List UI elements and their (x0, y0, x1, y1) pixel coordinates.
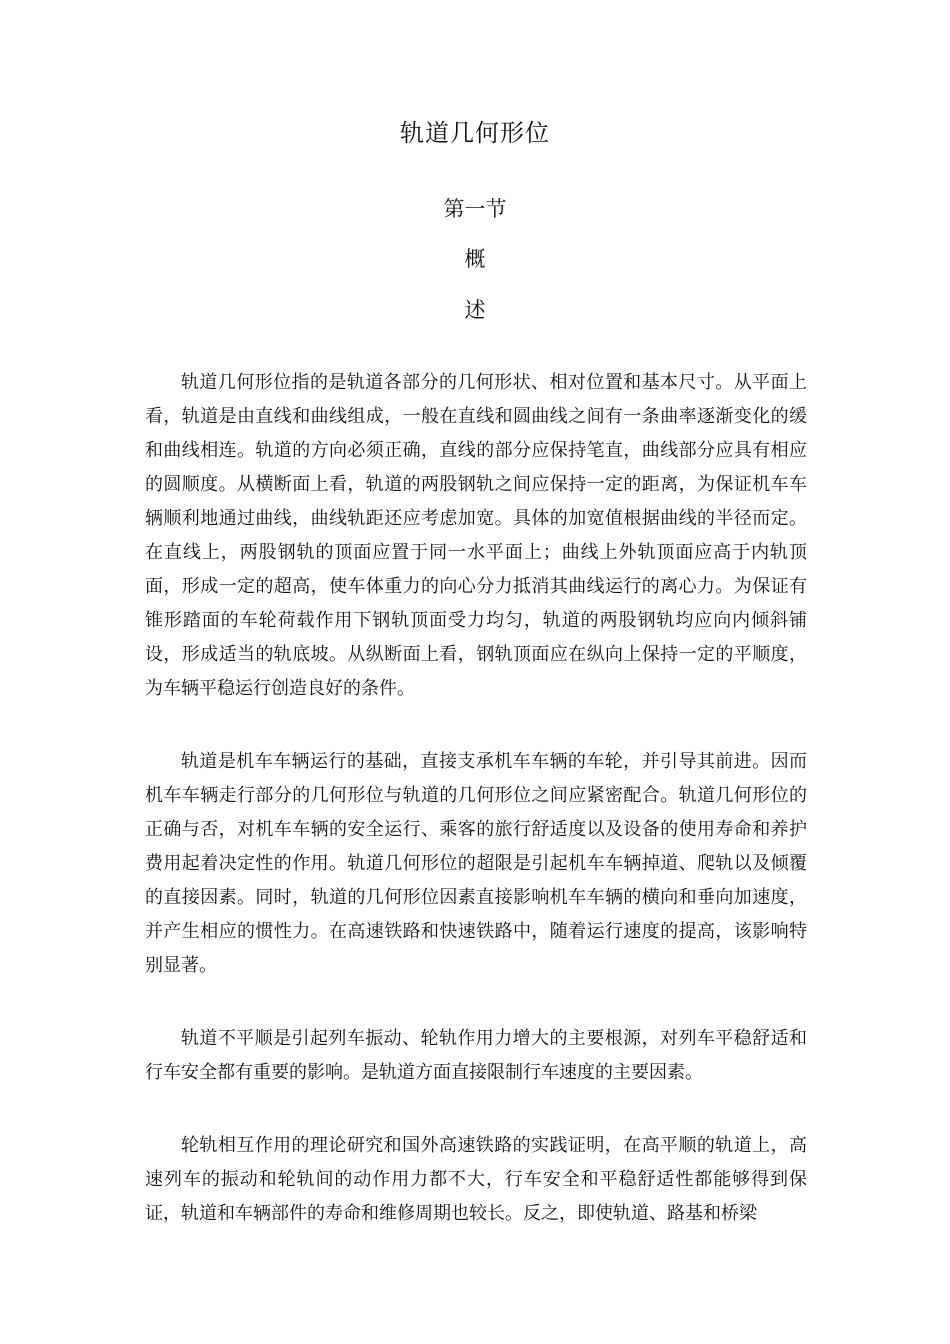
section-title-char-2: 述 (464, 298, 486, 322)
paragraph-1: 轨道几何形位指的是轨道各部分的几何形状、相对位置和基本尺寸。从平面上看，轨道是由直线和曲线组成，一般在直线和圆曲线之间有一条曲率逐渐变化的缓和曲线相连。轨道的方向必须正确，直线的部分应保持笔直，曲线部分应具有相应的圆顺度。从横断面上看，轨道的两股钢轨之间应保持一定的距离，为保证机车车辆顺利地通过曲线，曲线轨距还应考虑加宽。具体的加宽值根据曲线的半径而定。在直线上，两股钢轨的顶面应置于同一水平面上；曲线上外轨顶面应高于内轨顶面，形成一定的超高，使车体重力的向心分力抵消其曲线运行的离心力。为保证有锥形踏面的车轮荷载作用下钢轨顶面受力均匀，轨道的两股钢轨均应向内倾斜铺设，形成适当的轨底坡。从纵断面上看，钢轨顶面应在纵向上保持一定的平顺度，为车辆平稳运行创造良好的条件。 (145, 372, 807, 699)
document-title: 轨道几何形位 (400, 119, 550, 147)
paragraph-3: 轨道不平顺是引起列车振动、轮轨作用力增大的主要根源，对列车平稳舒适和行车安全都有重要的影响。是轨道方面直接限制行车速度的主要因素。 (145, 1028, 807, 1083)
section-number: 第一节 (443, 197, 507, 221)
paragraph-4: 轮轨相互作用的理论研究和国外高速铁路的实践证明，在高平顺的轨道上，高速列车的振动和轮轨间的动作用力都不大，行车安全和平稳舒适性都能够得到保证，轨道和车辆部件的寿命和维修周期也较长。反之，即使轨道、路基和桥梁 (145, 1135, 807, 1224)
section-title-char-1: 概 (464, 247, 486, 271)
paragraph-2: 轨道是机车车辆运行的基础，直接支承机车车辆的车轮，并引导其前进。因而机车车辆走行部分的几何形位与轨道的几何形位之间应紧密配合。轨道几何形位的正确与否，对机车车辆的安全运行、乘客的旅行舒适度以及设备的使用寿命和养护费用起着决定性的作用。轨道几何形位的超限是引起机车车辆掉道、爬轨以及倾覆的直接因素。同时，轨道的几何形位因素直接影响机车车辆的横向和垂向加速度，并产生相应的惯性力。在高速铁路和快速铁路中，随着运行速度的提高，该影响特别显著。 (145, 751, 807, 976)
